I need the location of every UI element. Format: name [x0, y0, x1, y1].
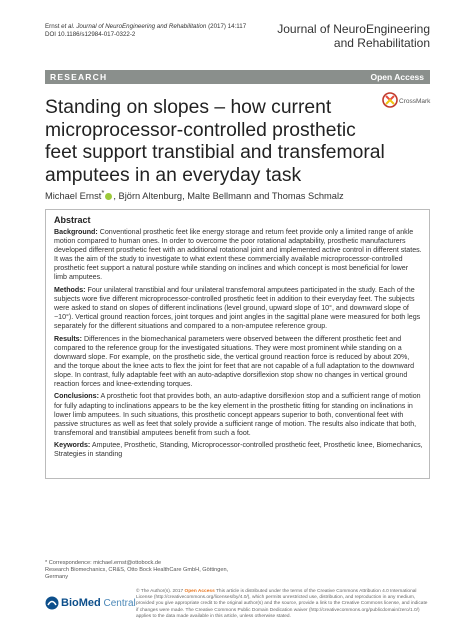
author-first[interactable]: Michael Ernst: [45, 191, 102, 202]
crossmark-icon: [382, 92, 432, 108]
abstract-box: [45, 209, 430, 479]
license-body: This article is distributed under the terms of the Creative Commons Attribution 4.0 International License (http://creativecommons.org/licenses/by/4.0/), which permits unrestricted use, distribution, and reproduction in any medium, provided you give appropriate credit to the original author(s) and the source, provide a link to the Creative Commons license, and indicate if changes were made. The Creative Commons Public Domain Dedication waiver (http://creativecommons.org/publicdomain/zero/1.0/) applies to the data made available in this article, unless otherwise stated.: [136, 589, 428, 619]
abstract-methods: [54, 286, 423, 331]
affiliation-country: Germany: [45, 574, 69, 580]
section-label: Methods:: [54, 285, 86, 294]
journal-name-line2: and Rehabilitation: [333, 36, 430, 50]
author-list: [45, 188, 344, 201]
section-label: Keywords:: [54, 441, 91, 450]
author-rest: , Björn Altenburg, Malte Bellmann and Thomas Schmalz: [113, 191, 344, 202]
doi-link[interactable]: DOI 10.1186/s12984-017-0322-2: [45, 31, 136, 38]
abstract-heading: Abstract: [54, 215, 91, 225]
corresponding-mark: *: [101, 188, 105, 197]
open-access-label: Open Access: [370, 72, 424, 82]
biomed-central-icon: [45, 596, 59, 610]
section-label: Background:: [54, 228, 98, 236]
section-text: Differences in the biomechanical parameters were observed between the different prosthetic feet and compared to the reference group for the investigated situations. They were most prominent while standing on a downward slope. For example, on the prosthetic side, the vertical ground reaction force is reduced by about 20%, and the torque about the knee acts to flex the joint for feet that are not capable of a full adaptation to the downward slope. In contrast, fully adaptable feet with an auto-adaptive dorsiflexion stop show no changes in vertical ground reaction forces and knee-extending torques.: [54, 334, 415, 389]
section-text: Four unilateral transtibial and four unilateral transfemoral amputees participated in the study. Each of the subjects wore five different microprocessor-controlled prosthetic feet in addition to their everyday feet. The subjects were asked to stand on slopes of different inclinations (level ground, upward slope of 10°, and downward slope of −10°). Vertical ground reaction forces, joint torques and joint angles in the sagittal plane were measured for both legs separately for the different situations and compared to a non-amputee reference group.: [54, 285, 421, 331]
publisher-logo: [45, 595, 136, 611]
affiliation-line: Research Biomechanics, CR&S, Otto Bock HealthCare GmbH, Göttingen,: [45, 567, 229, 573]
license-prefix: © The Author(s). 2017: [136, 589, 185, 594]
publisher-name: [61, 597, 136, 609]
crossmark-label: CrossMark: [399, 98, 431, 105]
article-type-banner: [45, 70, 430, 84]
citation-line: [45, 23, 246, 31]
abstract-background: [54, 228, 423, 283]
abstract-keywords: [54, 441, 423, 459]
section-label: Results:: [54, 334, 82, 343]
license-text: [136, 589, 431, 620]
orcid-icon[interactable]: [105, 193, 112, 200]
citation-etal: et al.: [61, 23, 75, 30]
section-label: Conclusions:: [54, 392, 99, 401]
citation-header: [45, 23, 246, 39]
crossmark-button[interactable]: [382, 92, 432, 108]
citation-journal: Journal of NeuroEngineering and Rehabilitation: [74, 23, 207, 30]
license-open-access: Open Access: [184, 589, 215, 594]
article-title: Standing on slopes – how current microprocessor-controlled prosthetic feet support transtibial and transfemoral amputees in an everyday task: [45, 97, 385, 186]
publisher-name-bold: BioMed: [61, 597, 101, 609]
publisher-name-light: Central: [100, 598, 136, 609]
correspondence-note: [45, 560, 228, 581]
citation-volume: (2017) 14:117: [206, 23, 247, 30]
journal-name: [277, 22, 430, 50]
abstract-conclusions: [54, 392, 423, 437]
section-text: Conventional prosthetic feet like energy storage and return feet provide only a limited range of ankle motion compared to human ones. In order to overcome the poor rotational adaptability, prosthetic manufacturers developed different prosthetic feet with an additional rotational joint and implemented active control in different states. It was the aim of the study to investigate to what extent these commercially available microprocessor-controlled prosthetic feet support a natural posture while standing on inclines and which concept is most beneficial for lower limb amputees.: [54, 228, 422, 282]
citation-authors: Ernst: [45, 23, 62, 30]
journal-name-line1: Journal of NeuroEngineering: [277, 22, 430, 36]
section-text: Amputee, Prosthetic, Standing, Microprocessor-controlled prosthetic feet, Prosthetic knee, Biomechanics, Strategies in standing: [54, 441, 423, 459]
section-label: RESEARCH: [50, 72, 108, 82]
section-text: A prosthetic foot that provides both, an auto-adaptive dorsiflexion stop and a sufficient range of motion for fully adapting to inclinations appears to be the key element in the prosthetic fitting for standing on inclinations in lower limb amputees. In such situations, this prosthetic concept appears superior to both, conventional feet with passive structures as well as feet that solely provide a sufficient range of motion. The results also indicate that both, transfemoral and transtibial amputees benefit from such a foot.: [54, 392, 421, 437]
correspondence-email[interactable]: * Correspondence: michael.ernst@ottobock.de: [45, 560, 162, 566]
abstract-results: [54, 335, 423, 390]
